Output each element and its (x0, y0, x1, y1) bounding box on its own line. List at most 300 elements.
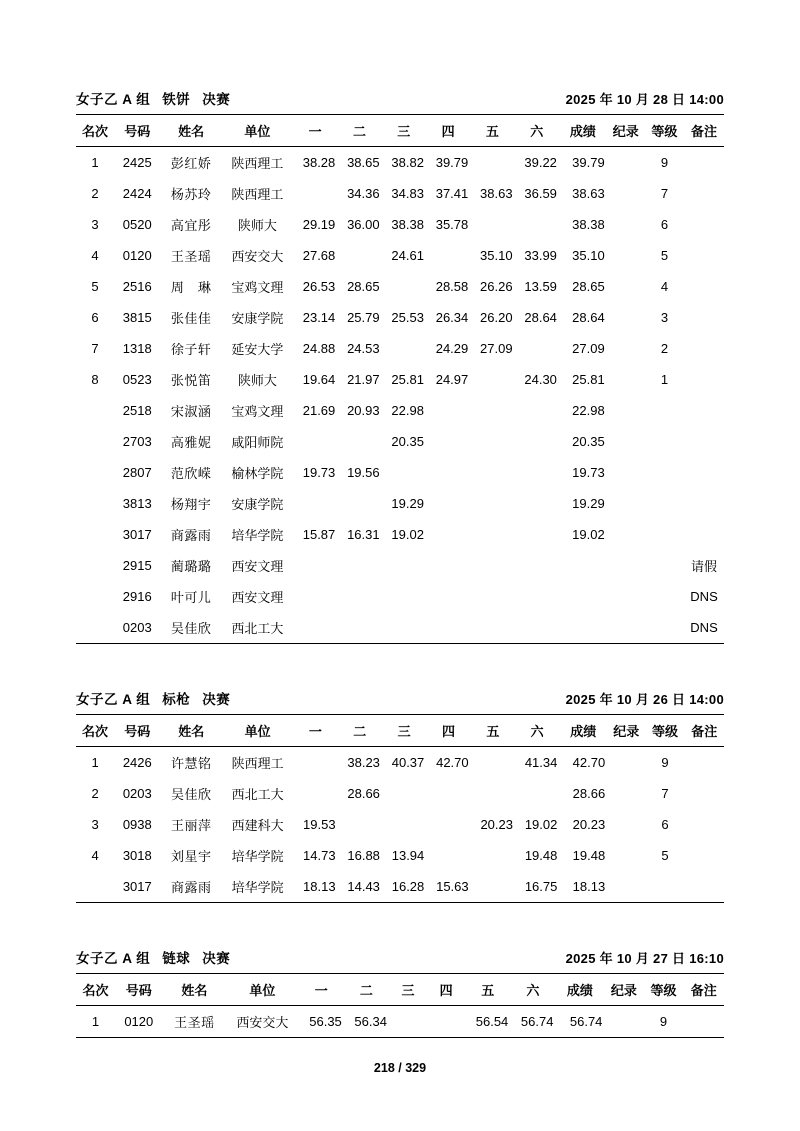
cell-try5 (470, 395, 514, 426)
cell-note (684, 302, 724, 333)
cell-result: 39.79 (572, 155, 605, 170)
cell-result: 20.23 (572, 817, 606, 832)
cell-record (607, 395, 645, 426)
cell-try3: 22.98 (391, 403, 424, 418)
event-title-event: 链球 (162, 951, 191, 966)
cell-try6 (515, 457, 559, 488)
cell-record (604, 1006, 643, 1038)
cell-try1: 24.88 (302, 341, 336, 356)
cell-try2 (337, 612, 381, 644)
cell-record (607, 271, 645, 302)
cell-result: 38.63 (572, 186, 605, 201)
table-row (76, 333, 724, 364)
cell-record (607, 302, 645, 333)
event-date: 2025 年 10 月 28 日 14:00 (565, 92, 724, 107)
cell-record (607, 550, 645, 581)
cell-try4 (426, 840, 470, 871)
cell-bib: 0120 (122, 248, 152, 263)
cell-try5 (470, 457, 514, 488)
cell-try6 (515, 395, 559, 426)
cell-name: 彭红娇 (170, 156, 212, 171)
cell-grade (645, 426, 684, 457)
cell-try3 (382, 550, 426, 581)
cell-try5 (470, 550, 514, 581)
cell-note (685, 778, 724, 809)
cell-try4: 42.70 (436, 755, 469, 770)
event-title-prefix: 女子乙 A 组 (76, 692, 151, 707)
cell-rank (76, 550, 114, 581)
cell-rank (76, 488, 114, 519)
column-header-name: 姓名 (160, 715, 222, 747)
column-header-try4: 四 (426, 115, 470, 147)
cell-name: 高雅妮 (170, 435, 212, 450)
cell-name: 张悦笛 (170, 373, 212, 388)
cell-try4 (426, 426, 470, 457)
cell-bib: 3018 (122, 848, 152, 863)
event-title-prefix: 女子乙 A 组 (76, 951, 151, 966)
table-row (76, 178, 724, 209)
cell-try4 (426, 581, 470, 612)
table-row (76, 1006, 724, 1038)
cell-try2: 25.79 (347, 310, 380, 325)
column-header-result: 成绩 (559, 715, 607, 747)
cell-unit: 西安文理 (231, 559, 284, 574)
cell-note: DNS (684, 612, 724, 644)
cell-rank (76, 871, 114, 903)
cell-try5 (470, 581, 514, 612)
cell-result: 35.10 (572, 248, 605, 263)
event-title (76, 88, 230, 108)
cell-record (607, 488, 645, 519)
cell-try2: 36.00 (347, 217, 380, 232)
cell-unit: 西北工大 (222, 612, 293, 644)
cell-try3: 19.29 (391, 496, 424, 511)
column-header-name: 姓名 (160, 115, 222, 147)
column-header-note: 备注 (684, 974, 724, 1006)
table-row (76, 457, 724, 488)
column-header-try3: 三 (382, 115, 426, 147)
table-row (76, 209, 724, 240)
cell-unit: 安康学院 (231, 497, 284, 512)
cell-bib: 1318 (122, 341, 152, 356)
column-header-try2: 二 (338, 715, 382, 747)
cell-grade (645, 581, 684, 612)
cell-record (607, 871, 645, 903)
event-title-prefix: 女子乙 A 组 (76, 92, 151, 107)
cell-result: 20.35 (572, 434, 605, 449)
cell-result (559, 612, 607, 644)
cell-try2 (337, 240, 381, 271)
cell-bib: 2807 (122, 465, 152, 480)
cell-try4 (426, 240, 470, 271)
cell-try1: 56.35 (299, 1006, 344, 1038)
cell-try1 (293, 488, 337, 519)
cell-rank: 1 (76, 1006, 115, 1038)
cell-try3 (389, 1006, 427, 1038)
cell-try5 (470, 519, 514, 550)
cell-try3: 16.28 (382, 871, 426, 903)
cell-try6 (515, 778, 559, 809)
cell-result (559, 581, 607, 612)
cell-unit: 宝鸡文理 (231, 280, 284, 295)
cell-unit: 培华学院 (231, 849, 284, 864)
column-header-result: 成绩 (559, 115, 607, 147)
cell-bib: 2916 (122, 589, 152, 604)
column-header-result: 成绩 (555, 974, 604, 1006)
results-table (76, 973, 724, 1038)
column-header-rank: 名次 (76, 115, 114, 147)
cell-rank: 1 (91, 755, 99, 770)
cell-try6: 19.48 (524, 848, 558, 863)
cell-rank (76, 457, 114, 488)
cell-record (607, 778, 645, 809)
cell-result: 22.98 (572, 403, 605, 418)
cell-try4 (426, 809, 470, 840)
event-title-round: 决赛 (202, 951, 231, 966)
cell-grade: 9 (660, 155, 669, 170)
cell-try4: 24.29 (435, 341, 469, 356)
cell-grade: 9 (661, 755, 669, 770)
cell-try1 (293, 178, 337, 209)
table-body (76, 747, 724, 903)
table-row (76, 240, 724, 271)
cell-grade: 5 (661, 848, 669, 863)
cell-bib: 3813 (122, 496, 152, 511)
cell-try6 (515, 426, 559, 457)
cell-note (685, 747, 724, 779)
event-title (76, 947, 230, 967)
cell-note (684, 426, 724, 457)
column-header-unit: 单位 (222, 715, 293, 747)
cell-note (684, 1006, 724, 1038)
cell-try4 (426, 457, 470, 488)
cell-result: 28.66 (572, 786, 606, 801)
cell-try4: 26.34 (435, 310, 469, 325)
cell-bib: 2516 (122, 279, 152, 294)
cell-try5: 26.26 (480, 279, 513, 294)
column-header-grade: 等级 (645, 715, 684, 747)
column-header-record: 纪录 (607, 115, 645, 147)
cell-try5 (471, 747, 515, 779)
cell-name: 许慧铭 (171, 756, 212, 771)
cell-try5 (470, 209, 514, 240)
cell-unit: 西安交大 (231, 249, 284, 264)
table-row (76, 581, 724, 612)
column-header-bib: 号码 (114, 715, 160, 747)
cell-bib: 2425 (122, 155, 152, 170)
cell-result: 28.65 (572, 279, 605, 294)
cell-grade: 7 (660, 186, 669, 201)
cell-bib: 2424 (122, 186, 152, 201)
cell-result: 19.73 (572, 465, 605, 480)
column-header-try5: 五 (470, 115, 514, 147)
event-block-javelin (76, 688, 724, 903)
cell-result: 56.74 (555, 1006, 604, 1038)
cell-try2: 38.23 (347, 755, 380, 770)
table-row (76, 840, 724, 871)
cell-try4 (426, 488, 470, 519)
cell-name: 刘星宇 (171, 849, 212, 864)
column-header-try3: 三 (389, 974, 427, 1006)
event-header (76, 688, 724, 714)
table-row (76, 871, 724, 903)
cell-unit: 陕师大 (237, 373, 277, 388)
cell-bib: 0938 (122, 817, 152, 832)
cell-name: 范欣嵘 (170, 466, 212, 481)
cell-rank: 4 (91, 848, 99, 863)
cell-try5: 56.54 (465, 1006, 510, 1038)
cell-try6 (515, 581, 559, 612)
cell-bib: 0520 (122, 217, 152, 232)
cell-unit: 陕西理工 (231, 756, 284, 771)
column-header-bib: 号码 (114, 115, 160, 147)
cell-record (607, 147, 645, 179)
cell-grade (645, 488, 684, 519)
cell-rank (76, 395, 114, 426)
cell-try6: 24.30 (524, 372, 557, 387)
cell-try6: 28.64 (524, 310, 557, 325)
cell-try4 (426, 395, 470, 426)
cell-try1 (293, 747, 337, 779)
cell-note (684, 519, 724, 550)
cell-try5 (471, 840, 515, 871)
event-date: 2025 年 10 月 27 日 16:10 (565, 951, 724, 966)
cell-try1 (293, 426, 337, 457)
cell-note: DNS (690, 589, 718, 604)
results-table (76, 714, 724, 903)
cell-grade: 7 (661, 786, 669, 801)
cell-try4: 15.63 (426, 871, 470, 903)
cell-grade: 5 (660, 248, 669, 263)
cell-result: 19.29 (572, 496, 605, 511)
cell-try5 (470, 612, 514, 644)
cell-record (607, 612, 645, 644)
cell-try1: 19.73 (302, 465, 336, 480)
column-header-try6: 六 (510, 974, 555, 1006)
table-body (76, 1006, 724, 1038)
cell-try5: 26.20 (480, 310, 513, 325)
cell-unit: 安康学院 (231, 311, 284, 326)
cell-try1: 15.87 (302, 527, 336, 542)
cell-note (684, 395, 724, 426)
column-header-record: 纪录 (607, 715, 645, 747)
cell-try3 (382, 333, 426, 364)
cell-name: 徐子轩 (170, 342, 212, 357)
cell-result: 38.38 (572, 217, 605, 232)
cell-try6: 36.59 (524, 186, 557, 201)
cell-try6: 13.59 (524, 279, 557, 294)
cell-unit: 延安大学 (231, 342, 284, 357)
header-row (76, 715, 724, 747)
cell-bib: 0523 (122, 372, 152, 387)
cell-try2: 24.53 (347, 341, 380, 356)
column-header-try1: 一 (293, 715, 337, 747)
cell-try4: 28.58 (435, 279, 469, 294)
cell-try3: 24.61 (391, 248, 424, 263)
cell-try4: 39.79 (435, 155, 469, 170)
table-row (76, 747, 724, 779)
cell-try5 (470, 426, 514, 457)
cell-record (607, 457, 645, 488)
cell-try3 (382, 581, 426, 612)
cell-bib: 0203 (122, 786, 152, 801)
cell-name: 叶可儿 (170, 590, 212, 605)
cell-result: 27.09 (572, 341, 605, 356)
cell-unit: 陕西理工 (231, 156, 284, 171)
cell-try3: 20.35 (391, 434, 424, 449)
cell-unit: 西北工大 (231, 787, 284, 802)
event-title (76, 688, 230, 708)
cell-try2 (338, 809, 382, 840)
cell-bib: 2915 (122, 558, 152, 573)
cell-try5 (471, 778, 515, 809)
cell-try6: 33.99 (524, 248, 557, 263)
cell-note (685, 871, 724, 903)
cell-result: 18.13 (559, 871, 607, 903)
event-block-discus (76, 88, 724, 644)
cell-try1: 18.13 (293, 871, 337, 903)
column-header-bib: 号码 (115, 974, 163, 1006)
cell-try1: 21.69 (302, 403, 336, 418)
cell-try3 (382, 809, 426, 840)
cell-rank: 3 (91, 217, 99, 232)
event-header (76, 947, 724, 973)
column-header-rank: 名次 (76, 974, 115, 1006)
cell-grade (645, 612, 684, 644)
column-header-try1: 一 (299, 974, 344, 1006)
cell-try6 (515, 333, 559, 364)
cell-rank: 3 (91, 817, 99, 832)
cell-try6: 16.75 (515, 871, 559, 903)
cell-name: 商露雨 (170, 528, 212, 543)
table-row (76, 612, 724, 644)
cell-unit: 西安交大 (226, 1006, 299, 1038)
cell-try5: 35.10 (480, 248, 513, 263)
cell-grade: 1 (660, 372, 669, 387)
table-header (76, 115, 724, 147)
column-header-try5: 五 (465, 974, 510, 1006)
table-row (76, 364, 724, 395)
column-header-rank: 名次 (76, 715, 114, 747)
cell-record (607, 178, 645, 209)
cell-try6: 19.02 (524, 817, 558, 832)
column-header-try2: 二 (337, 115, 381, 147)
cell-rank: 2 (91, 786, 99, 801)
table-row (76, 809, 724, 840)
cell-grade: 6 (661, 817, 669, 832)
column-header-grade: 等级 (643, 974, 683, 1006)
cell-try3 (382, 457, 426, 488)
table-row (76, 778, 724, 809)
cell-try2: 38.65 (347, 155, 380, 170)
cell-unit: 培华学院 (231, 528, 284, 543)
cell-record (607, 240, 645, 271)
event-date: 2025 年 10 月 26 日 14:00 (565, 692, 724, 707)
cell-record (607, 209, 645, 240)
cell-try2: 21.97 (347, 372, 380, 387)
event-block-hammer (76, 947, 724, 1038)
cell-try2 (337, 581, 381, 612)
cell-rank: 1 (91, 155, 99, 170)
cell-note (684, 271, 724, 302)
cell-note: 请假 (691, 559, 718, 574)
cell-name: 宋淑涵 (170, 404, 212, 419)
cell-try6: 41.34 (524, 755, 558, 770)
cell-rank: 4 (91, 248, 99, 263)
cell-try3: 19.02 (391, 527, 424, 542)
event-title-event: 标枪 (162, 692, 191, 707)
cell-try4 (426, 519, 470, 550)
event-title-round: 决赛 (202, 692, 231, 707)
cell-try6: 56.74 (510, 1006, 555, 1038)
cell-try5: 20.23 (480, 817, 513, 832)
cell-try3: 25.53 (391, 310, 424, 325)
table-row (76, 488, 724, 519)
cell-name: 蔺璐璐 (170, 559, 212, 574)
cell-try1: 27.68 (302, 248, 336, 263)
cell-rank: 8 (91, 372, 99, 387)
page-footer: 218 / 329 (373, 1061, 427, 1075)
cell-record (607, 809, 645, 840)
cell-try3: 38.82 (391, 155, 424, 170)
cell-unit: 榆林学院 (231, 466, 284, 481)
cell-record (607, 840, 645, 871)
cell-name: 王圣瑶 (170, 249, 212, 264)
table-row (76, 271, 724, 302)
event-title-round: 决赛 (202, 92, 231, 107)
cell-try2 (337, 550, 381, 581)
cell-try3 (382, 778, 426, 809)
column-header-note: 备注 (685, 715, 724, 747)
event-title-event: 铁饼 (162, 92, 191, 107)
cell-grade (645, 871, 684, 903)
column-header-try3: 三 (382, 715, 426, 747)
cell-try2: 34.36 (347, 186, 380, 201)
cell-name: 周 琳 (170, 280, 212, 295)
cell-try4 (426, 778, 470, 809)
cell-try3 (382, 271, 426, 302)
cell-bib: 3017 (114, 871, 160, 903)
cell-name: 张佳佳 (170, 311, 212, 326)
cell-try2: 56.34 (344, 1006, 389, 1038)
cell-bib: 0203 (114, 612, 160, 644)
cell-rank: 6 (91, 310, 99, 325)
cell-note (684, 178, 724, 209)
cell-try3: 38.38 (391, 217, 424, 232)
column-header-try5: 五 (471, 715, 515, 747)
column-header-try6: 六 (515, 115, 559, 147)
cell-bib: 0120 (115, 1006, 163, 1038)
table-row (76, 302, 724, 333)
cell-rank: 5 (91, 279, 99, 294)
cell-name: 商露雨 (160, 871, 222, 903)
cell-try1: 23.14 (302, 310, 336, 325)
cell-name: 吴佳欣 (160, 612, 222, 644)
table-row (76, 550, 724, 581)
cell-note (684, 147, 724, 179)
cell-note (685, 840, 724, 871)
cell-try2: 16.31 (347, 527, 380, 542)
cell-note (684, 488, 724, 519)
cell-try2 (337, 488, 381, 519)
column-header-try1: 一 (293, 115, 337, 147)
table-body (76, 147, 724, 644)
cell-try5: 27.09 (480, 341, 513, 356)
cell-record (607, 519, 645, 550)
cell-name: 高宜彤 (170, 218, 212, 233)
table-header (76, 974, 724, 1006)
event-header (76, 88, 724, 114)
